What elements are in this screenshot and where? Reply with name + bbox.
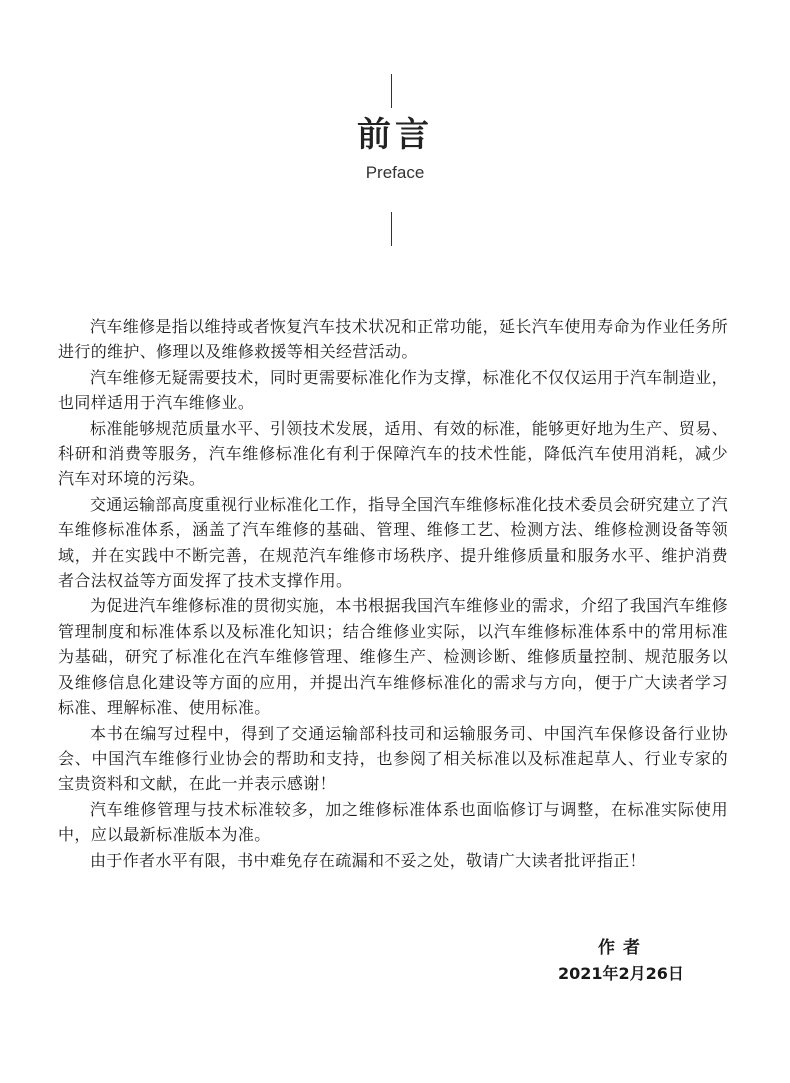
paragraph: 标准能够规范质量水平、引领技术发展，适用、有效的标准，能够更好地为生产、贸易、科研和消费等服务，汽车维修标准化有利于保障汽车的技术性能，降低汽车使用消耗，减少汽车对环境的污染。 [58, 418, 728, 489]
page-subtitle: Preface [365, 163, 425, 182]
paragraph: 为促进汽车维修标准的贯彻实施，本书根据我国汽车维修业的需求，介绍了我国汽车维修管理制度和标准体系以及标准化知识；结合维修业实际，以汽车维修标准体系中的常用标准为基础，研究了标准化在汽车维修管理、维修生产、检测诊断、维修质量控制、规范服务以及维修信息化建设等方面的应用，并提出汽车维修标准化的需求与方向，便于广大读者学习标准、理解标准、使用标准。 [58, 596, 728, 718]
preface-body [58, 314, 728, 873]
paragraph: 汽车维修是指以维持或者恢复汽车技术状况和正常功能，延长汽车使用寿命为作业任务所进行的维护、修理以及维修救援等相关经营活动。 [58, 317, 728, 362]
paragraph: 本书在编写过程中，得到了交通运输部科技司和运输服务司、中国汽车保修设备行业协会、中国汽车维修行业协会的帮助和支持，也参阅了相关标准以及标准起草人、行业专家的宝贵资料和文献，在此一并表示感谢！ [58, 723, 728, 794]
paragraph: 由于作者水平有限，书中难免存在疏漏和不妥之处，敬请广大读者批评指正！ [90, 850, 646, 870]
paragraph: 交通运输部高度重视行业标准化工作，指导全国汽车维修标准化技术委员会研究建立了汽车维修标准体系，涵盖了汽车维修的基础、管理、维修工艺、检测方法、维修检测设备等领域，并在实践中不断完善，在规范汽车维修市场秩序、提升维修质量和服务水平、维护消费者合法权益等方面发挥了技术支撑作用。 [58, 494, 728, 591]
bottom-vertical-rule [391, 212, 392, 246]
paragraph: 汽车维修管理与技术标准较多，加之维修标准体系也面临修订与调整，在标准实际使用中，应以最新标准版本为准。 [58, 799, 728, 845]
paragraph: 汽车维修无疑需要技术，同时更需要标准化作为支撑，标准化不仅仅运用于汽车制造业，也同样适用于汽车维修业。 [58, 367, 728, 413]
page-title: 前言 [357, 115, 433, 155]
signature-author: 作者 [598, 938, 648, 958]
signature-date: 2021年2月26日 [558, 964, 684, 983]
top-vertical-rule [391, 74, 392, 108]
